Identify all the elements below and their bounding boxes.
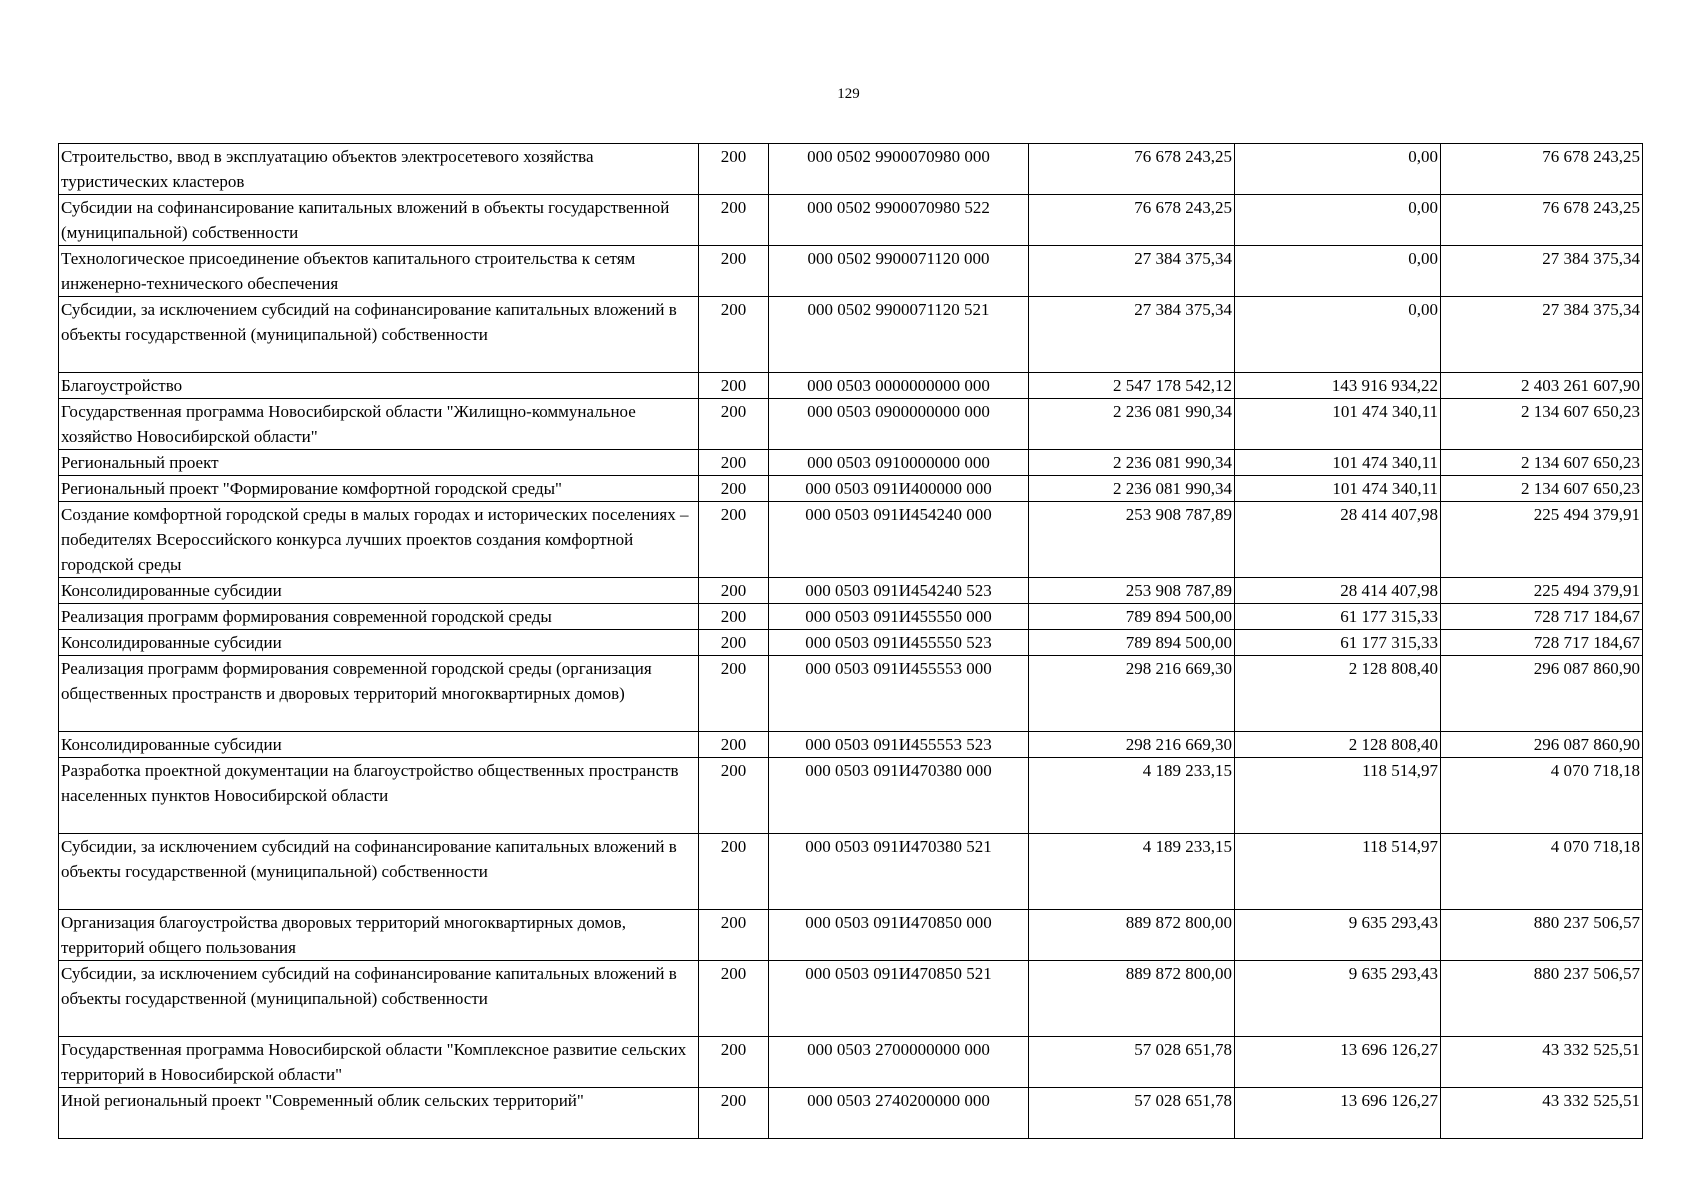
executed-amount-cell: 118 514,97: [1235, 834, 1441, 910]
budget-code-cell: 000 0503 0910000000 000: [769, 450, 1029, 476]
row-name-cell: Консолидированные субсидии: [59, 732, 699, 758]
admin-code-cell: 200: [699, 246, 769, 297]
table-row: [59, 961, 1643, 1037]
row-name-cell: Реализация программ формирования современной городской среды (организация общественных пространств и дворовых территорий многоквартирных домов): [59, 656, 699, 732]
table-row: [59, 630, 1643, 656]
executed-amount-cell: 101 474 340,11: [1235, 450, 1441, 476]
table-row: [59, 1037, 1643, 1088]
admin-code-cell: 200: [699, 476, 769, 502]
admin-code-cell: 200: [699, 399, 769, 450]
admin-code-cell: 200: [699, 961, 769, 1037]
table-row: [59, 246, 1643, 297]
admin-code-cell: 200: [699, 578, 769, 604]
budget-code-cell: 000 0503 091И470380 000: [769, 758, 1029, 834]
approved-amount-cell: 789 894 500,00: [1029, 630, 1235, 656]
executed-amount-cell: 61 177 315,33: [1235, 604, 1441, 630]
executed-amount-cell: 13 696 126,27: [1235, 1088, 1441, 1139]
executed-amount-cell: 118 514,97: [1235, 758, 1441, 834]
executed-amount-cell: 101 474 340,11: [1235, 476, 1441, 502]
executed-amount-cell: 0,00: [1235, 195, 1441, 246]
row-name-cell: Консолидированные субсидии: [59, 630, 699, 656]
table-row: [59, 195, 1643, 246]
executed-amount-cell: 0,00: [1235, 144, 1441, 195]
budget-code-cell: 000 0502 9900070980 522: [769, 195, 1029, 246]
budget-code-cell: 000 0503 091И454240 000: [769, 502, 1029, 578]
row-name-cell: Разработка проектной документации на благоустройство общественных пространств населенных пунктов Новосибирской области: [59, 758, 699, 834]
approved-amount-cell: 253 908 787,89: [1029, 502, 1235, 578]
table-row: [59, 604, 1643, 630]
approved-amount-cell: 4 189 233,15: [1029, 834, 1235, 910]
approved-amount-cell: 57 028 651,78: [1029, 1088, 1235, 1139]
budget-code-cell: 000 0503 091И470850 521: [769, 961, 1029, 1037]
admin-code-cell: 200: [699, 604, 769, 630]
budget-code-cell: 000 0503 091И470380 521: [769, 834, 1029, 910]
approved-amount-cell: 789 894 500,00: [1029, 604, 1235, 630]
executed-amount-cell: 2 128 808,40: [1235, 732, 1441, 758]
unexecuted-amount-cell: 880 237 506,57: [1441, 961, 1643, 1037]
row-name-cell: Государственная программа Новосибирской области "Комплексное развитие сельских территорий в Новосибирской области": [59, 1037, 699, 1088]
table-row: [59, 144, 1643, 195]
approved-amount-cell: 889 872 800,00: [1029, 910, 1235, 961]
admin-code-cell: 200: [699, 195, 769, 246]
unexecuted-amount-cell: 4 070 718,18: [1441, 834, 1643, 910]
executed-amount-cell: 0,00: [1235, 297, 1441, 373]
table-row: [59, 373, 1643, 399]
row-name-cell: Создание комфортной городской среды в малых городах и исторических поселениях – победителях Всероссийского конкурса лучших проектов создания комфортной городской среды: [59, 502, 699, 578]
budget-code-cell: 000 0503 091И454240 523: [769, 578, 1029, 604]
approved-amount-cell: 298 216 669,30: [1029, 656, 1235, 732]
executed-amount-cell: 13 696 126,27: [1235, 1037, 1441, 1088]
admin-code-cell: 200: [699, 758, 769, 834]
row-name-cell: Благоустройство: [59, 373, 699, 399]
approved-amount-cell: 57 028 651,78: [1029, 1037, 1235, 1088]
table-row: [59, 450, 1643, 476]
budget-code-cell: 000 0503 2700000000 000: [769, 1037, 1029, 1088]
budget-code-cell: 000 0502 9900071120 521: [769, 297, 1029, 373]
executed-amount-cell: 101 474 340,11: [1235, 399, 1441, 450]
budget-code-cell: 000 0502 9900070980 000: [769, 144, 1029, 195]
admin-code-cell: 200: [699, 144, 769, 195]
admin-code-cell: 200: [699, 297, 769, 373]
table-row: [59, 297, 1643, 373]
row-name-cell: Технологическое присоединение объектов капитального строительства к сетям инженерно-технического обеспечения: [59, 246, 699, 297]
unexecuted-amount-cell: 880 237 506,57: [1441, 910, 1643, 961]
approved-amount-cell: 253 908 787,89: [1029, 578, 1235, 604]
budget-code-cell: 000 0503 2740200000 000: [769, 1088, 1029, 1139]
row-name-cell: Субсидии, за исключением субсидий на софинансирование капитальных вложений в объекты государственной (муниципальной) собственности: [59, 961, 699, 1037]
row-name-cell: Субсидии на софинансирование капитальных вложений в объекты государственной (муниципальной) собственности: [59, 195, 699, 246]
executed-amount-cell: 61 177 315,33: [1235, 630, 1441, 656]
admin-code-cell: 200: [699, 630, 769, 656]
executed-amount-cell: 0,00: [1235, 246, 1441, 297]
row-name-cell: Консолидированные субсидии: [59, 578, 699, 604]
executed-amount-cell: 143 916 934,22: [1235, 373, 1441, 399]
row-name-cell: Субсидии, за исключением субсидий на софинансирование капитальных вложений в объекты государственной (муниципальной) собственности: [59, 297, 699, 373]
admin-code-cell: 200: [699, 1037, 769, 1088]
admin-code-cell: 200: [699, 373, 769, 399]
unexecuted-amount-cell: 2 134 607 650,23: [1441, 476, 1643, 502]
admin-code-cell: 200: [699, 502, 769, 578]
admin-code-cell: 200: [699, 656, 769, 732]
admin-code-cell: 200: [699, 1088, 769, 1139]
executed-amount-cell: 9 635 293,43: [1235, 961, 1441, 1037]
approved-amount-cell: 298 216 669,30: [1029, 732, 1235, 758]
approved-amount-cell: 27 384 375,34: [1029, 297, 1235, 373]
budget-code-cell: 000 0503 091И455553 523: [769, 732, 1029, 758]
row-name-cell: Субсидии, за исключением субсидий на софинансирование капитальных вложений в объекты государственной (муниципальной) собственности: [59, 834, 699, 910]
approved-amount-cell: 4 189 233,15: [1029, 758, 1235, 834]
table-row: [59, 476, 1643, 502]
table-row: [59, 834, 1643, 910]
table-row: [59, 758, 1643, 834]
unexecuted-amount-cell: 4 070 718,18: [1441, 758, 1643, 834]
unexecuted-amount-cell: 296 087 860,90: [1441, 656, 1643, 732]
unexecuted-amount-cell: 296 087 860,90: [1441, 732, 1643, 758]
row-name-cell: Иной региональный проект "Современный облик сельских территорий": [59, 1088, 699, 1139]
unexecuted-amount-cell: 225 494 379,91: [1441, 502, 1643, 578]
budget-execution-table: [58, 143, 1643, 1139]
unexecuted-amount-cell: 27 384 375,34: [1441, 297, 1643, 373]
admin-code-cell: 200: [699, 450, 769, 476]
row-name-cell: Организация благоустройства дворовых территорий многоквартирных домов, территорий общего пользования: [59, 910, 699, 961]
budget-code-cell: 000 0503 091И455550 523: [769, 630, 1029, 656]
budget-code-cell: 000 0502 9900071120 000: [769, 246, 1029, 297]
executed-amount-cell: 2 128 808,40: [1235, 656, 1441, 732]
approved-amount-cell: 2 236 081 990,34: [1029, 450, 1235, 476]
unexecuted-amount-cell: 225 494 379,91: [1441, 578, 1643, 604]
table-body: [59, 144, 1643, 1139]
budget-code-cell: 000 0503 091И470850 000: [769, 910, 1029, 961]
budget-code-cell: 000 0503 0000000000 000: [769, 373, 1029, 399]
approved-amount-cell: 2 236 081 990,34: [1029, 399, 1235, 450]
unexecuted-amount-cell: 76 678 243,25: [1441, 144, 1643, 195]
unexecuted-amount-cell: 728 717 184,67: [1441, 630, 1643, 656]
approved-amount-cell: 27 384 375,34: [1029, 246, 1235, 297]
table-row: [59, 399, 1643, 450]
page-number: 129: [837, 86, 860, 102]
unexecuted-amount-cell: 2 134 607 650,23: [1441, 450, 1643, 476]
approved-amount-cell: 76 678 243,25: [1029, 144, 1235, 195]
admin-code-cell: 200: [699, 910, 769, 961]
executed-amount-cell: 28 414 407,98: [1235, 578, 1441, 604]
row-name-cell: Региональный проект "Формирование комфортной городской среды": [59, 476, 699, 502]
row-name-cell: Строительство, ввод в эксплуатацию объектов электросетевого хозяйства туристических кластеров: [59, 144, 699, 195]
table-row: [59, 732, 1643, 758]
executed-amount-cell: 9 635 293,43: [1235, 910, 1441, 961]
budget-code-cell: 000 0503 091И400000 000: [769, 476, 1029, 502]
unexecuted-amount-cell: 2 403 261 607,90: [1441, 373, 1643, 399]
row-name-cell: Реализация программ формирования современной городской среды: [59, 604, 699, 630]
row-name-cell: Региональный проект: [59, 450, 699, 476]
approved-amount-cell: 889 872 800,00: [1029, 961, 1235, 1037]
table-row: [59, 656, 1643, 732]
row-name-cell: Государственная программа Новосибирской области "Жилищно-коммунальное хозяйство Новосибирской области": [59, 399, 699, 450]
approved-amount-cell: 2 547 178 542,12: [1029, 373, 1235, 399]
unexecuted-amount-cell: 43 332 525,51: [1441, 1088, 1643, 1139]
table-row: [59, 910, 1643, 961]
budget-code-cell: 000 0503 091И455550 000: [769, 604, 1029, 630]
approved-amount-cell: 76 678 243,25: [1029, 195, 1235, 246]
unexecuted-amount-cell: 43 332 525,51: [1441, 1037, 1643, 1088]
unexecuted-amount-cell: 76 678 243,25: [1441, 195, 1643, 246]
unexecuted-amount-cell: 27 384 375,34: [1441, 246, 1643, 297]
table-row: [59, 502, 1643, 578]
budget-code-cell: 000 0503 0900000000 000: [769, 399, 1029, 450]
admin-code-cell: 200: [699, 732, 769, 758]
unexecuted-amount-cell: 2 134 607 650,23: [1441, 399, 1643, 450]
admin-code-cell: 200: [699, 834, 769, 910]
unexecuted-amount-cell: 728 717 184,67: [1441, 604, 1643, 630]
approved-amount-cell: 2 236 081 990,34: [1029, 476, 1235, 502]
budget-code-cell: 000 0503 091И455553 000: [769, 656, 1029, 732]
table-row: [59, 1088, 1643, 1139]
table-row: [59, 578, 1643, 604]
executed-amount-cell: 28 414 407,98: [1235, 502, 1441, 578]
